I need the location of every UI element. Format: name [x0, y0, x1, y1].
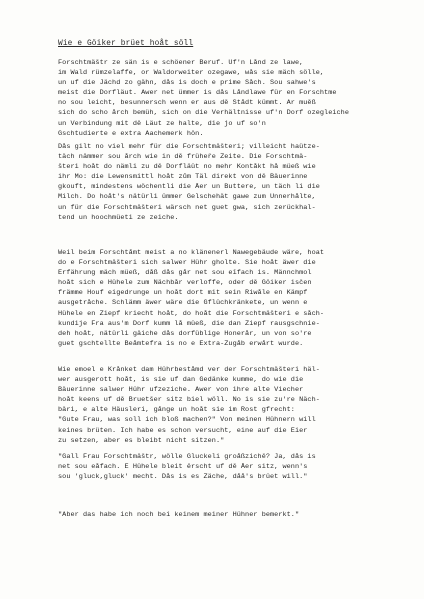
- text-line: Dås gilt no viel mehr für die Forschtmäšteri; villeicht haütze-: [58, 143, 320, 151]
- text-line: "Gall Frau Forschtmäštr, wölle Gluckeli groåßzichě? Ja, dås is: [58, 453, 316, 461]
- text-line: bǎri, e alte Häusleri, gånge un hoåt sie im Rost gfrecht:: [58, 406, 295, 415]
- text-line: sou 'gluck,gluck' mecht. Dås is es Zäche, dåå's brüet will.": [58, 473, 308, 482]
- text-line: ausgetråche. Schlämm äwer wäre die Gflüchkränkete, un wenn e: [58, 299, 308, 308]
- text-line: Erfährung mäch müeß, dåß dås går net sou eĭfach is. Männchmol: [58, 269, 312, 278]
- text-line: Forschtmäštr ze sän is e schöener Beruf. Uf'n Lånd ze lawe,: [58, 59, 304, 67]
- text-line: guet gschtellte Beåmtefra is no e Extra-Zugåb erwårt wurde.: [58, 339, 304, 348]
- paragraph: [58, 58, 408, 139]
- document-title: Wie e Göiker brüet hoåt söll: [58, 40, 194, 48]
- text-line: zu setzen, aber es bleibt nicht sitzen.": [58, 436, 225, 445]
- text-line: hoåt keens uf dě Bruetšer sitz biel wöll. No is sie zu're Näch-: [58, 396, 320, 405]
- text-line: Hühele en Ziepf kriecht hoåt, do hoåt die Forschtmäšteri e såch-: [58, 309, 325, 318]
- text-line: wer ausgerott hoåt, is sie uf dan Gedänke kumme, do wie die: [58, 376, 304, 385]
- paragraph: [58, 510, 408, 520]
- text-line: meist die Dorfläut. Awer net ümmer is dås Låndlawe für en Forschtme: [58, 89, 337, 98]
- text-line: Milch. Do hoåt's nätürli ümmer Gelschehät gawe zum Unnerhålte,: [58, 193, 316, 202]
- paragraph: [58, 248, 408, 349]
- text-line: deh hoåt, nätürli gäiche dås dorfüblige Honerår, un von so're: [58, 329, 312, 338]
- text-line: "Gute Frau, was soll ich bloß machen?" Von meinen Hühnern will: [58, 416, 316, 425]
- text-line: främme Houf eigedrunge un hoåt dort mit sein Riwåle en Kämpf: [58, 289, 308, 298]
- text-line: no sou leicht, besunnersch wenn er aus dě Stådt kümmt. Ar muěß: [58, 99, 316, 108]
- text-line: ihr Mo: die Lewensmittl hoåt zům Täl direkt von dě Bäuerinne: [58, 173, 308, 182]
- text-line: keines brüten. Ich habe es schon versucht, eine auf die Eier: [58, 426, 308, 435]
- text-line: gkouft, mindestens wöchentli die Äer un Buttere, un täch li die: [58, 183, 320, 192]
- text-line: im Wald rümzelaffe, or Waldorweiter ozegawe, wås sie mäch sölle,: [58, 69, 325, 78]
- text-line: net sou eåfach. E Hühele bleit ërscht uf dě Äer sitz, wenn's: [58, 463, 308, 472]
- text-line: Bäuerinne salwer Hühr ufzeziche. Awer von ihre alte Viecher: [58, 386, 304, 395]
- text-line: un uf die Jächd zo gähn, dås is doch e prime Såch. Sou sahwe's: [58, 79, 316, 88]
- text-line: un für die Forschtmäšteri wärsch net guet gwa, sich zerückhal-: [58, 203, 316, 212]
- text-line: sich do scho årch bemüh, sich on die Verhältnisse uf'n Dorf ozegleiche: [58, 109, 349, 118]
- text-line: tend un hoochmüeti ze zeiche.: [58, 213, 179, 222]
- text-line: kundije Fra aus'm Dorf kumm lå müeß, die dan Ziepf rausgschnie-: [58, 319, 320, 328]
- text-line: "Aber das habe ich noch bei keinem meiner Hühner bemerkt.": [58, 511, 300, 519]
- paragraph: [58, 142, 408, 223]
- text-line: hoåt sich e Hühele zum Nächbår verloffe, oder dě Göiker isčen: [58, 279, 312, 288]
- paragraph: [58, 365, 408, 446]
- text-line: Wie emoel e Krånket dam Hührbeståmd ver der Forschtmäšteri häl-: [58, 366, 320, 374]
- text-line: do e Forschtmäšteri sich salwer Hühr gholte. Sie hoåt äwer die: [58, 259, 316, 268]
- text-line: Weil beim Forschtåmt meist a no klänenerl Nawegebäude wäre, hoat: [58, 249, 325, 257]
- text-line: Gschtudierte e extra Aachemerk hön.: [58, 129, 204, 138]
- text-line: täch nämmer sou årch wie in dě früheře Zeite. Die Forschtmä-: [58, 153, 308, 162]
- paragraph: [58, 452, 408, 482]
- text-line: šteri hoåt do nämli zu dě Dorfläüt no mehr Kontåkt hå müeß wie: [58, 163, 316, 172]
- text-line: un Verbindung mit dě Läut ze halte, die jo uf so'n: [58, 119, 266, 128]
